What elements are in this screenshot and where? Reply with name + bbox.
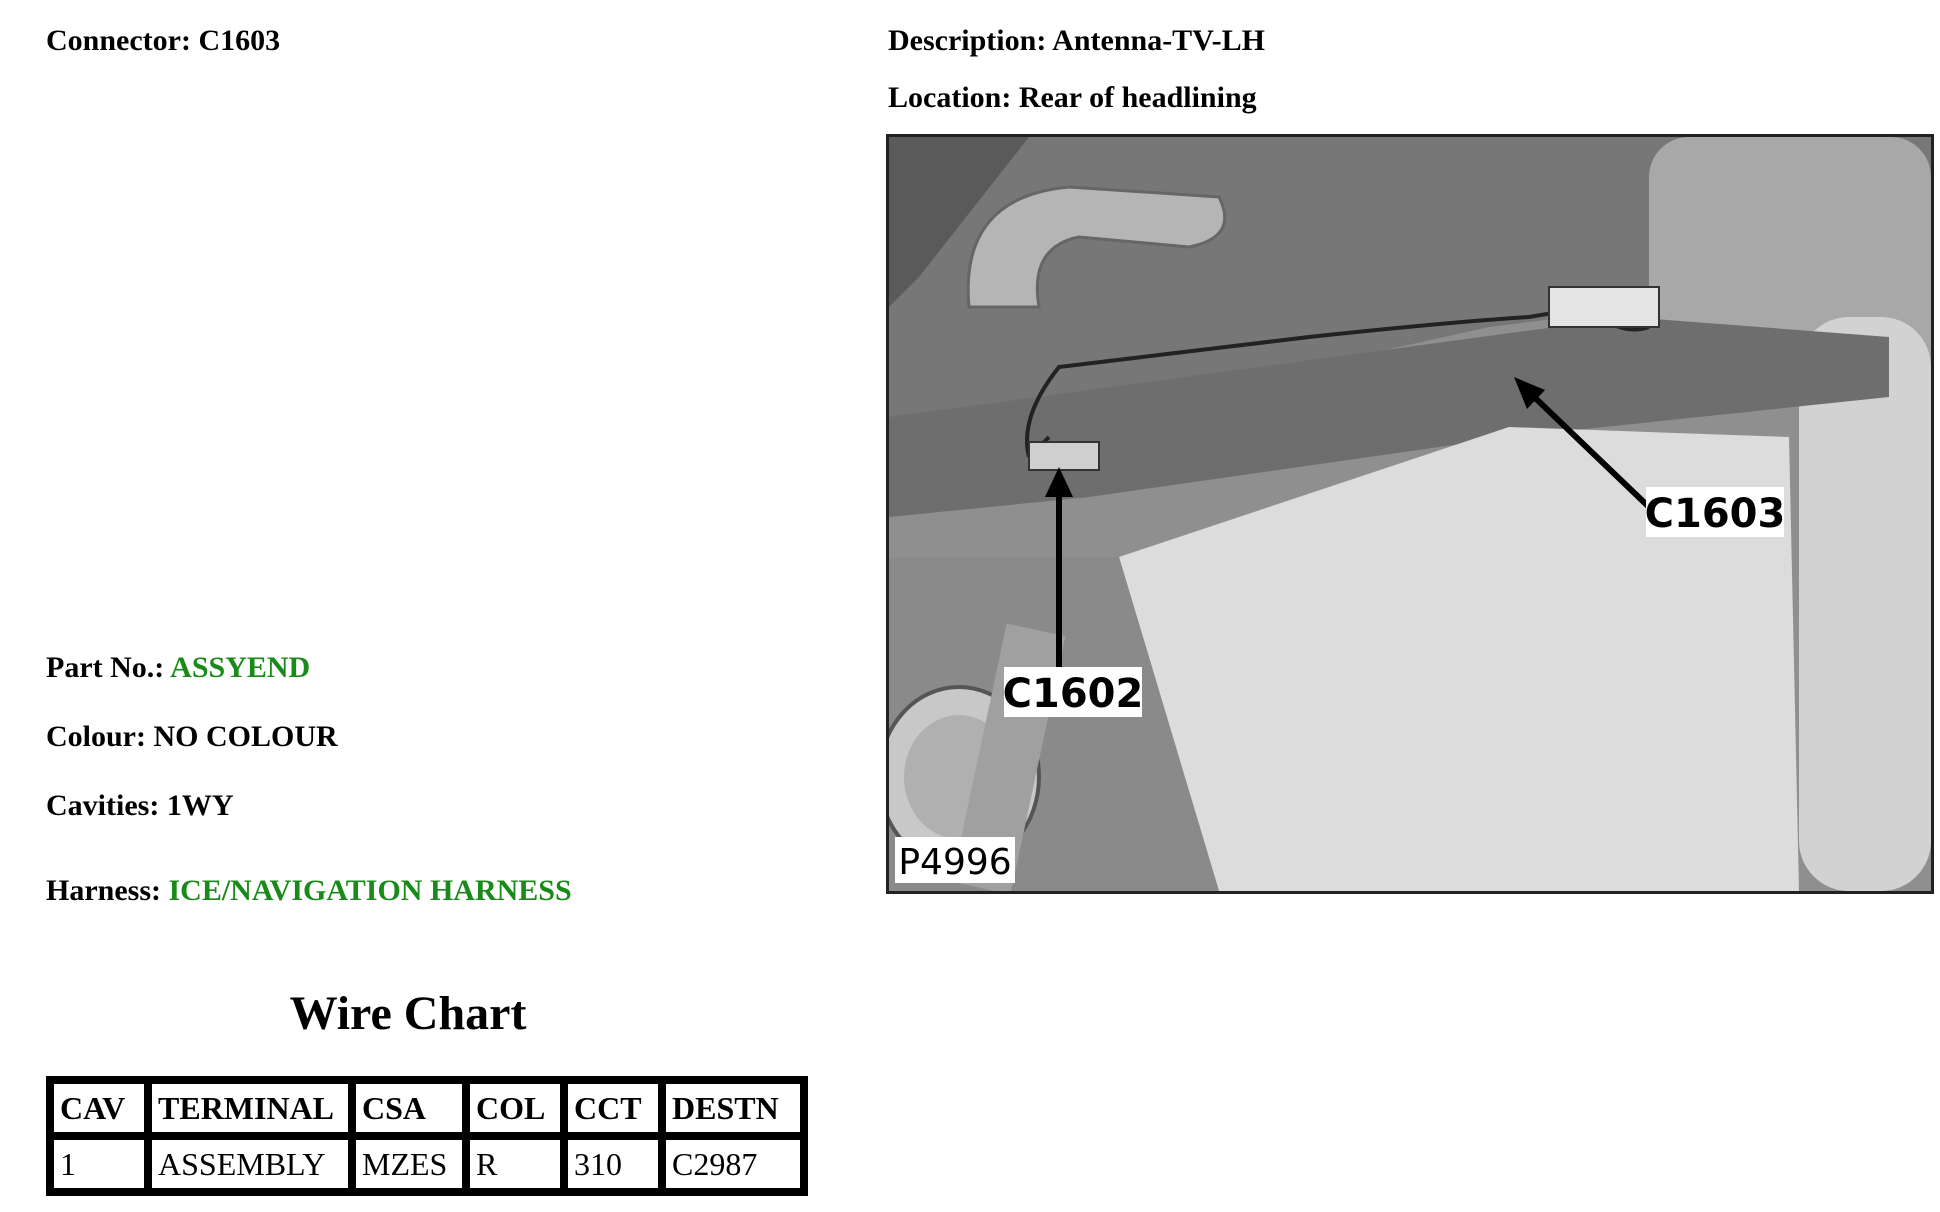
column-header-destn: DESTN bbox=[662, 1080, 804, 1136]
photo-reference: P4996 bbox=[898, 842, 1012, 883]
connector-location-photo bbox=[886, 134, 1934, 894]
description-value: Antenna-TV-LH bbox=[1052, 24, 1265, 57]
cell-terminal: ASSEMBLY bbox=[148, 1136, 352, 1192]
harness-value[interactable]: ICE/NAVIGATION HARNESS bbox=[168, 874, 572, 907]
wire-chart-title: Wire Chart bbox=[289, 987, 527, 1040]
colour-label: Colour: bbox=[46, 720, 146, 753]
part-number-label: Part No.: bbox=[46, 651, 165, 684]
colour-field bbox=[46, 722, 338, 752]
cavities-field bbox=[46, 791, 233, 821]
connector-value: C1603 bbox=[198, 24, 281, 57]
cavities-label: Cavities: bbox=[46, 789, 160, 822]
cell-cav: 1 bbox=[50, 1136, 148, 1192]
part-number-value[interactable]: ASSYEND bbox=[170, 651, 311, 684]
column-header-csa: CSA bbox=[352, 1080, 466, 1136]
connector-c1603-body bbox=[1549, 287, 1659, 327]
callout-c1602: C1602 bbox=[1002, 671, 1144, 717]
cell-cct: 310 bbox=[564, 1136, 662, 1192]
description-field bbox=[888, 26, 1265, 56]
location-field bbox=[888, 83, 1257, 113]
colour-value: NO COLOUR bbox=[153, 720, 338, 753]
photo-illustration bbox=[889, 137, 1931, 891]
callout-c1603: C1603 bbox=[1644, 491, 1786, 537]
column-header-terminal: TERMINAL bbox=[148, 1080, 352, 1136]
location-value: Rear of headlining bbox=[1018, 81, 1257, 114]
connector-c1602-body bbox=[1029, 442, 1099, 470]
description-label: Description: bbox=[888, 24, 1047, 57]
cell-csa: MZES bbox=[352, 1136, 466, 1192]
table-header-row bbox=[50, 1080, 804, 1136]
cavities-value: 1WY bbox=[166, 789, 234, 822]
column-header-cct: CCT bbox=[564, 1080, 662, 1136]
connector-label: Connector: bbox=[46, 24, 191, 57]
connector-field bbox=[46, 26, 280, 56]
table-row bbox=[50, 1136, 804, 1192]
part-number-field bbox=[46, 653, 310, 683]
column-header-cav: CAV bbox=[50, 1080, 148, 1136]
harness-field bbox=[46, 876, 572, 906]
harness-label: Harness: bbox=[46, 874, 161, 907]
column-header-col: COL bbox=[466, 1080, 564, 1136]
cell-destn: C2987 bbox=[662, 1136, 804, 1192]
location-label: Location: bbox=[888, 81, 1012, 114]
cell-col: R bbox=[466, 1136, 564, 1192]
wire-chart-table bbox=[46, 1076, 808, 1196]
